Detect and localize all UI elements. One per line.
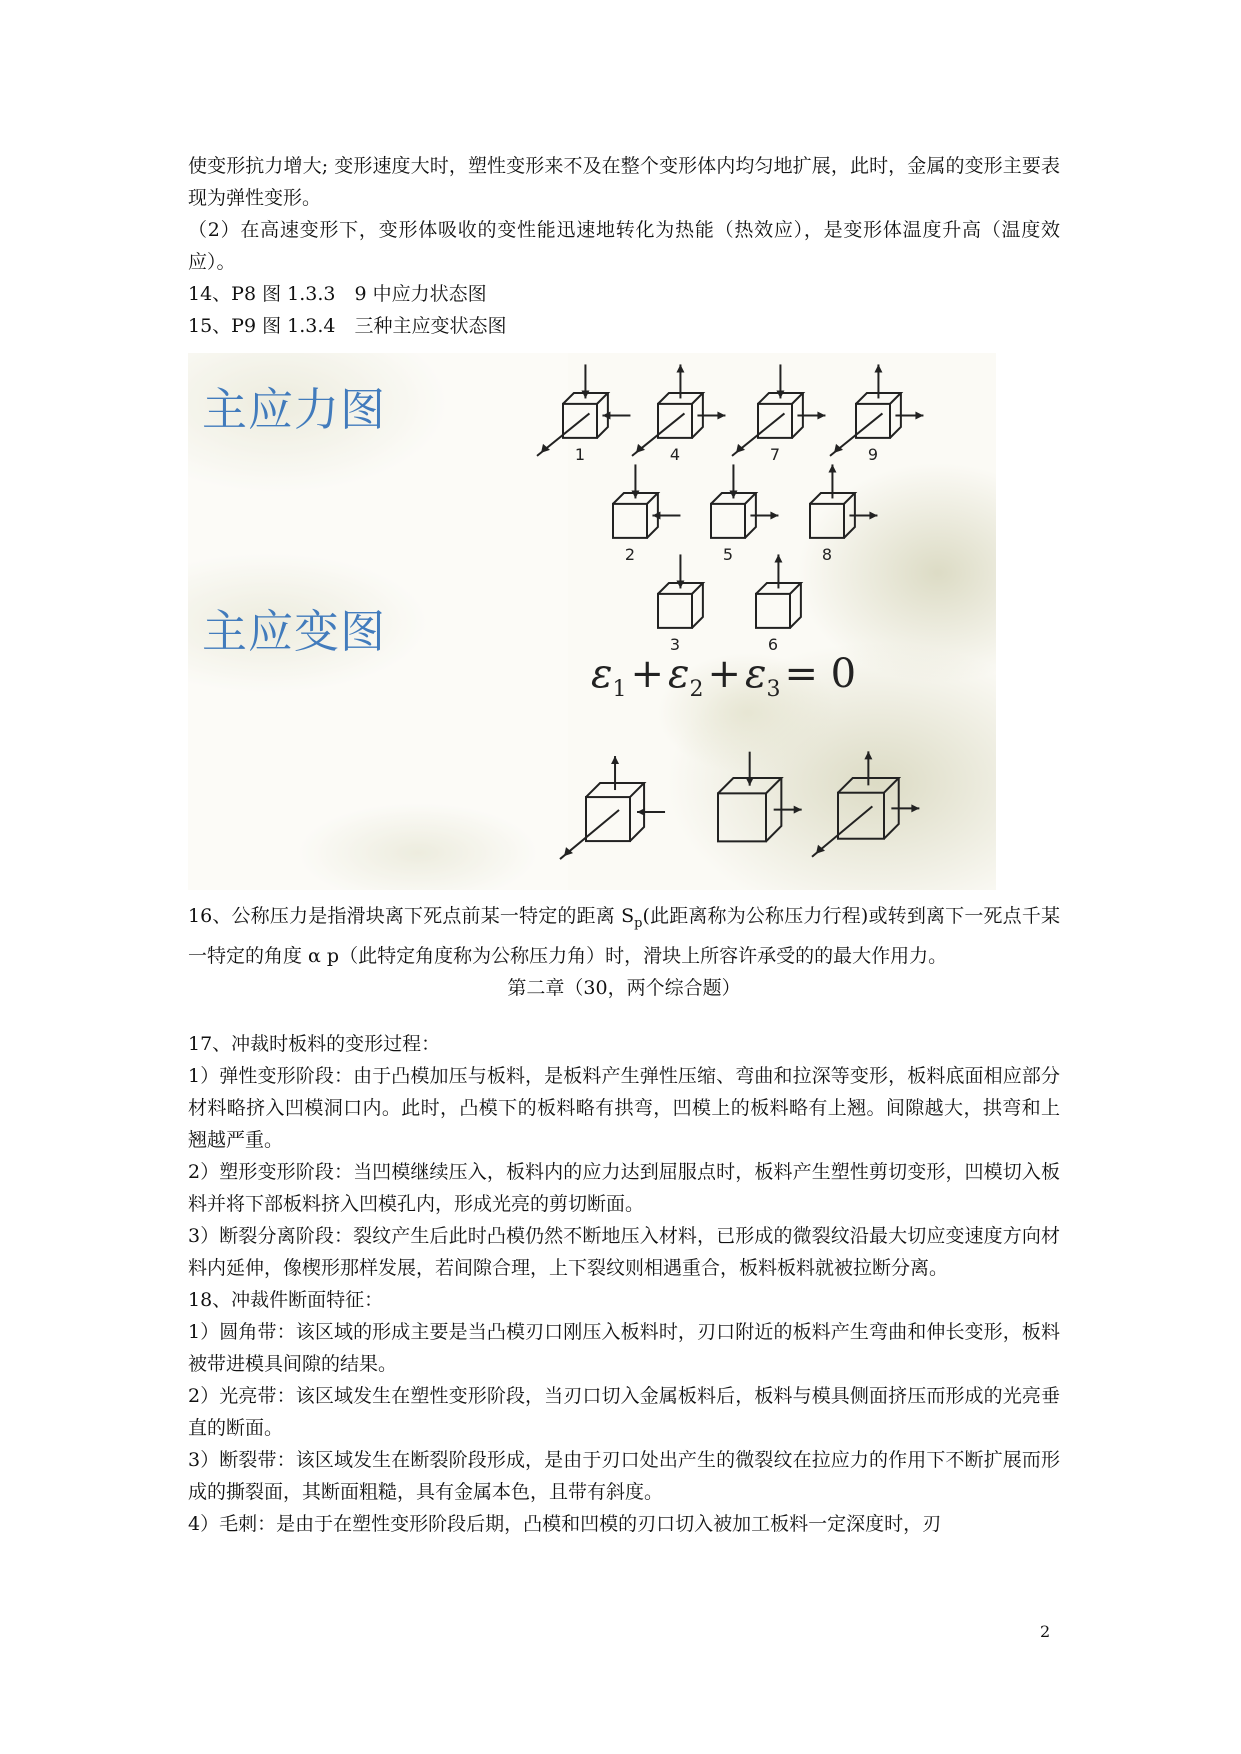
- arrow-head: [874, 364, 882, 372]
- arrow-head: [676, 364, 684, 372]
- principal-state-cube: [732, 364, 825, 455]
- arrow-head: [631, 490, 639, 498]
- arrow-head: [717, 411, 725, 419]
- arrow-head: [915, 411, 923, 419]
- paragraph: 4）毛刺：是由于在塑性变形阶段后期，凸模和凹模的刃口切入被加工板料一定深度时，刃: [188, 1513, 942, 1535]
- arrow-head: [729, 490, 737, 498]
- principal-state-cube: [613, 464, 680, 537]
- arrow-head: [776, 390, 784, 398]
- principal-state-cube: [632, 364, 725, 455]
- arrow-head: [581, 390, 589, 398]
- paragraph-16: 16、公称压力是指滑块离下死点前某一特定的距离 $S_p$(此距离称为公称压力行程)或转到离下一死点千某一特定的角度 α p（此特定角度称为公称压力角）时，滑块上所容许承受的的最大作用力。: [188, 905, 1061, 967]
- paragraph: 18、冲裁件断面特征：: [188, 1289, 384, 1311]
- paragraph: （2）在高速变形下，变形体吸收的变性能迅速地转化为热能（热效应），是变形体温度升高（温度效应）。: [188, 219, 1060, 273]
- text-block-top: [188, 150, 1060, 342]
- page-number: 2: [1040, 1622, 1051, 1641]
- cube-label: 5: [722, 544, 734, 564]
- cube-label: 4: [669, 444, 681, 464]
- arrow-head: [611, 756, 619, 764]
- arrow-head: [602, 411, 610, 419]
- principal-state-cube: [830, 364, 923, 455]
- chapter-heading: 第二章（30，两个综合题）: [507, 976, 741, 999]
- paragraph: 15、P9 图 1.3.4 三种主应变状态图: [188, 315, 507, 337]
- paragraph: 14、P8 图 1.3.3 9 中应力状态图: [188, 283, 487, 305]
- arrow-head: [770, 511, 778, 519]
- principal-state-cube: [711, 464, 778, 537]
- stress-diagram-title: 主应力图: [202, 383, 387, 436]
- paragraph: 1）弹性变形阶段：由于凸模加压与板料，是板料产生弹性压缩、弯曲和拉深等变形，板料底面相应部分材料略挤入凹模洞口内。此时，凸模下的板料略有拱弯，凹模上的板料略有上翘。间隙越大，拱弯和上翘越严重。: [188, 1065, 1060, 1151]
- text-block-16: [188, 900, 1060, 1004]
- paragraph: 2）光亮带：该区域发生在塑性变形阶段，当刃口切入金属板料后，板料与模具侧面挤压而形成的光亮垂直的断面。: [188, 1385, 1060, 1439]
- strain-diagram-title: 主应变图: [202, 605, 387, 658]
- cube-label: 7: [769, 444, 781, 464]
- cube-label: 6: [767, 634, 779, 654]
- paragraph: 2）塑形变形阶段：当凹模继续压入，板料内的应力达到屈服点时，板料产生塑性剪切变形，凹模切入板料并将下部板料挤入凹模孔内，形成光亮的剪切断面。: [188, 1161, 1060, 1215]
- principal-state-cube: [658, 554, 703, 627]
- arrow-head: [817, 411, 825, 419]
- arrow-head: [774, 554, 782, 562]
- paragraph: 3）断裂带：该区域发生在断裂阶段形成，是由于刃口处出产生的微裂纹在拉应力的作用下不断扩展而形成的撕裂面，其断面粗糙，具有金属本色，且带有斜度。: [188, 1449, 1060, 1503]
- cube-label: 3: [669, 634, 681, 654]
- stress-strain-figure: [188, 353, 996, 890]
- paragraph: 1）圆角带：该区域的形成主要是当凸模刃口刚压入板料时，刃口附近的板料产生弯曲和伸长变形，板料被带进模具间隙的结果。: [188, 1321, 1060, 1375]
- text-block-bottom: [188, 1028, 1060, 1540]
- cube-label: 1: [574, 444, 586, 464]
- arrow-head: [676, 580, 684, 588]
- principal-state-cube: [560, 756, 665, 859]
- principal-state-cube: [756, 554, 801, 627]
- cube-label: 2: [624, 544, 636, 564]
- paragraph: 17、冲裁时板料的变形过程：: [188, 1033, 441, 1055]
- arrow-head: [637, 808, 645, 816]
- paragraph: 使变形抗力增大; 变形速度大时，塑性变形来不及在整个变形体内均匀地扩展，此时，金属的变形主要表现为弹性变形。: [188, 155, 1060, 209]
- paragraph: 3）断裂分离阶段：裂纹产生后此时凸模仍然不断地压入材料，已形成的微裂纹沿最大切应变速度方向材料内延伸，像楔形那样发展，若间隙合理，上下裂纹则相遇重合，板料板料就被拉断分离。: [188, 1225, 1060, 1279]
- cube-label: 8: [821, 544, 833, 564]
- arrow-head: [828, 464, 836, 472]
- cube-label: 9: [867, 444, 879, 464]
- volume-constancy-equation: $\varepsilon_1 + \varepsilon_2 + \varepsilon_3 = 0$: [591, 651, 857, 702]
- arrow-head: [652, 511, 660, 519]
